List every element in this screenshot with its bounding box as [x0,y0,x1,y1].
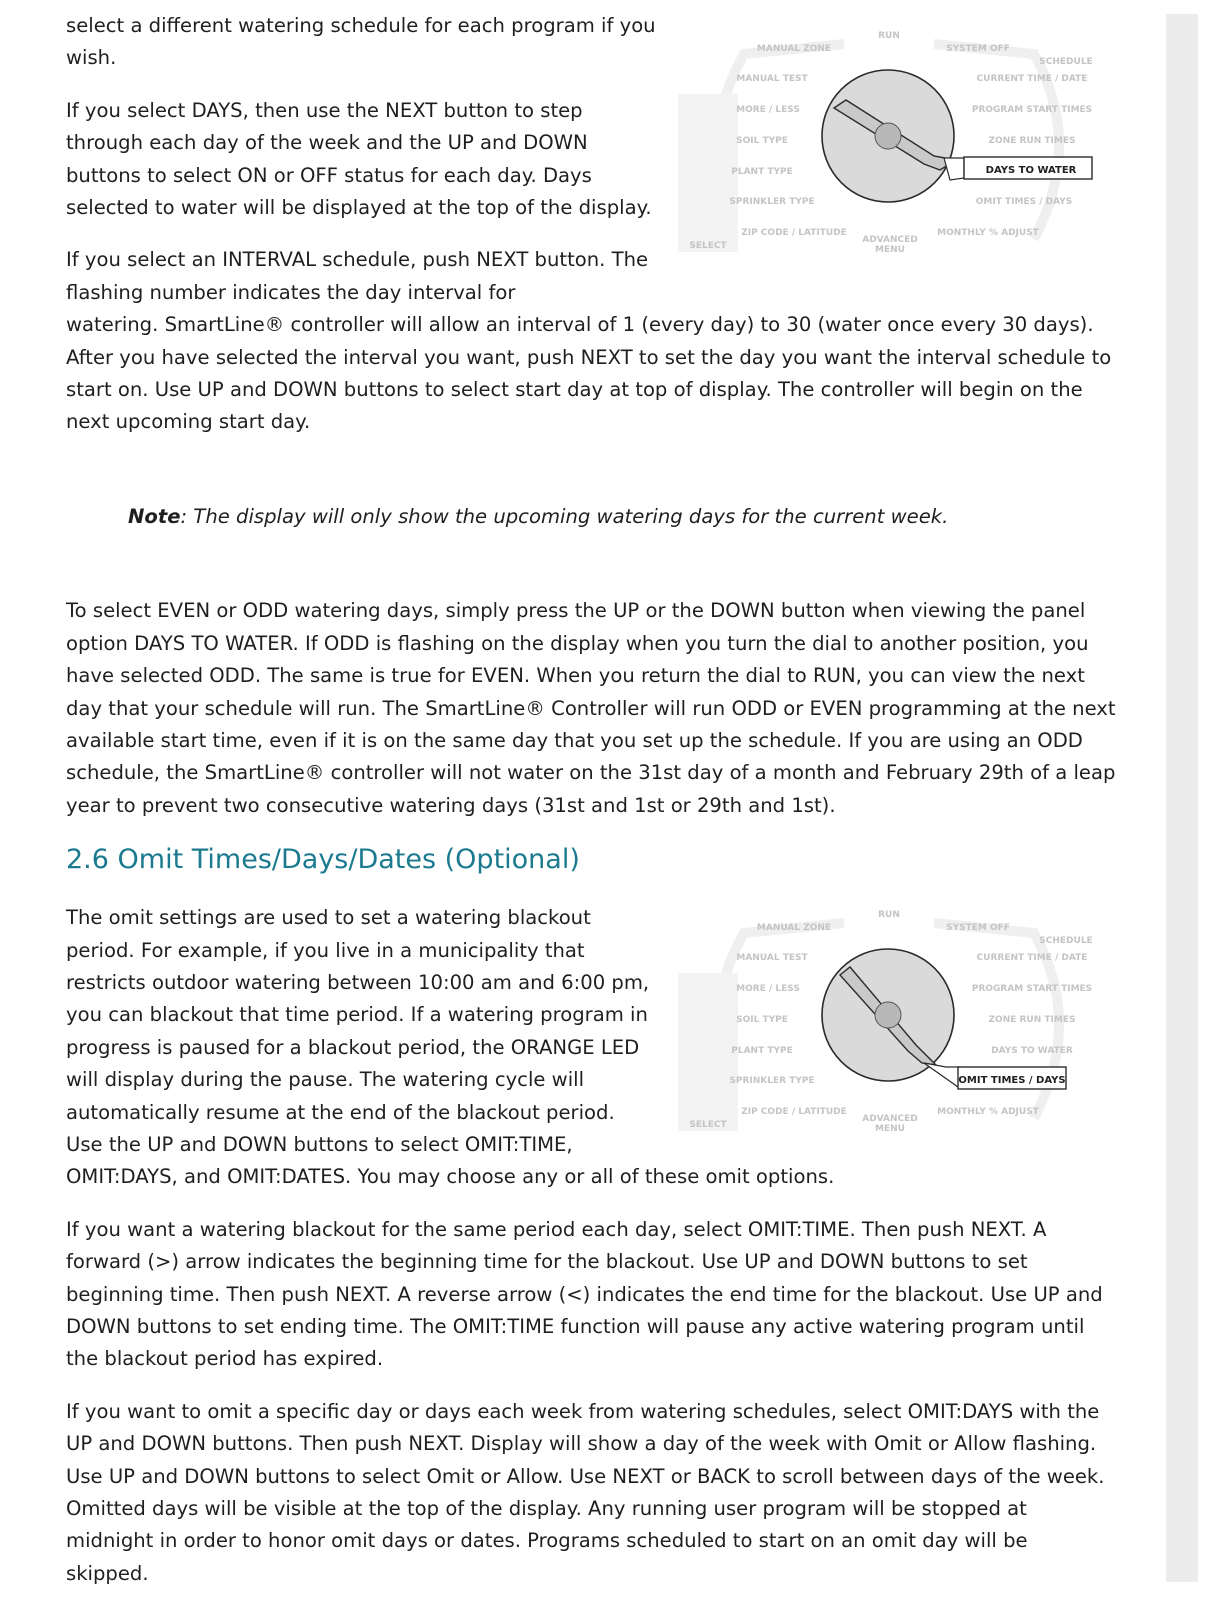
dial-label-select: SELECT [689,1120,727,1130]
dial-label-soil-type: SOIL TYPE [736,136,788,146]
dial-label-sprinkler-type: SPRINKLER TYPE [729,197,815,207]
dial-label-plant-type: PLANT TYPE [731,1046,793,1056]
dial-label-zip-code: ZIP CODE / LATITUDE [741,1107,847,1117]
section-heading: 2.6 Omit Times/Days/Dates (Optional) [66,844,580,876]
dial-center-icon [875,123,901,149]
dial-label-monthly-adjust: MONTHLY % ADJUST [937,1107,1039,1117]
dial-figure-days-to-water [674,24,1104,256]
dial-highlight-label: DAYS TO WATER [985,165,1077,176]
note-callout [128,501,1116,533]
dial-label-system-off: SYSTEM OFF [946,44,1010,54]
dial-label-menu: MENU [875,245,905,255]
dial-label-advanced: ADVANCED [862,235,918,245]
dial-label-run: RUN [878,31,900,41]
dial-label-program-start: PROGRAM START TIMES [971,984,1093,994]
dial-label-advanced: ADVANCED [862,1114,918,1124]
dial-label-soil-type: SOIL TYPE [736,1015,788,1025]
scrollbar-track[interactable] [1166,14,1198,1582]
dial-label-zip-code: ZIP CODE / LATITUDE [741,228,847,238]
dial-label-schedule: SCHEDULE [1039,936,1093,946]
dial-label-menu: MENU [875,1124,905,1134]
dial-label-manual-zone: MANUAL ZONE [756,44,832,54]
dial-figure-omit-times [674,903,1104,1135]
dial-label-program-start: PROGRAM START TIMES [971,105,1093,115]
dial-label-zone-run: ZONE RUN TIMES [988,1015,1076,1025]
paragraph-omit-intro: The omit settings are used to set a watering blackout period. For example, if you live in a municipality that restricts outdoor watering between 10:00 am and 6:00 pm, you can blackout that time period. If a watering program in progress is paused for a blackout period, the ORANGE LED will display during the pause. The watering cycle will automatically resume at the end of the blackout period. Use the UP and DOWN buttons to select OMIT:TIME, [66,906,650,1156]
dial-label-more-less: MORE / LESS [736,984,800,994]
paragraph-interval-start: If you select an INTERVAL schedule, push NEXT button. The flashing number indicates the day interval for [66,248,649,304]
dial-label-omit-times: OMIT TIMES / DAYS [975,197,1073,207]
dial-label-manual-zone: MANUAL ZONE [756,923,832,933]
dial-label-zone-run: ZONE RUN TIMES [988,136,1076,146]
dial-label-monthly-adjust: MONTHLY % ADJUST [937,228,1039,238]
dial-highlight-label: OMIT TIMES / DAYS [958,1075,1066,1086]
dial-label-days-to-water: DAYS TO WATER [991,1046,1073,1056]
dial-label-manual-test: MANUAL TEST [736,74,808,84]
paragraph-days: If you select DAYS, then use the NEXT button to step through each day of the week and the UP and DOWN buttons to select ON or OFF status for each day. Days selected to water will be displayed at the top of the display. [66,98,652,220]
dial-label-manual-test: MANUAL TEST [736,953,808,963]
dial-label-current-time: CURRENT TIME / DATE [976,74,1088,84]
dial-label-system-off: SYSTEM OFF [946,923,1010,933]
paragraph-omit-days: If you want to omit a specific day or days each week from watering schedules, select OMIT:DAYS with the UP and DOWN buttons. Then push NEXT. Display will show a day of the week with Omit or Allow flashing. Use UP and DOWN buttons to select Omit or Allow. Use NEXT or BACK to scroll between days of the week. Omitted days will be visible at the top of the display. Any running user program will be stopped at midnight in order to honor omit days or dates. Programs scheduled to start on an omit day will be skipped. [66,1399,1105,1585]
paragraph-interval: watering. SmartLine® controller will allow an interval of 1 (every day) to 30 (water once every 30 days). After you have selected the interval you want, push NEXT to set the day you want the interval schedule to start on. Use UP and DOWN buttons to select start day at top of display. The controller will begin on the next upcoming start day. [66,313,1112,434]
dial-label-more-less: MORE / LESS [736,105,800,115]
dial-label-select: SELECT [689,241,727,251]
dial-label-current-time: CURRENT TIME / DATE [976,953,1088,963]
paragraph-schedule-intro: select a different watering schedule for each program if you wish. [66,14,656,70]
dial-label-run: RUN [878,910,900,920]
paragraph-omit-options: OMIT:DAYS, and OMIT:DATES. You may choose any or all of these omit options. [66,1165,835,1189]
note-label: Note [128,504,181,528]
dial-label-plant-type: PLANT TYPE [731,167,793,177]
paragraph-even-odd: To select EVEN or ODD watering days, simply press the UP or the DOWN button when viewing the panel option DAYS TO WATER. If ODD is flashing on the display when you turn the dial to another position, you have selected ODD. The same is true for EVEN. When you return the dial to RUN, you can view the next day that your schedule will run. The SmartLine® Controller will run ODD or EVEN programming at the next available start time, even if it is on the same day that you set up the schedule. If you are using an ODD schedule, the SmartLine® controller will not water on the 31st day of a month and February 29th of a leap year to prevent two consecutive watering days (31st and 1st or 29th and 1st). [66,599,1116,817]
dial-label-sprinkler-type: SPRINKLER TYPE [729,1076,815,1086]
note-text: : The display will only show the upcoming watering days for the current week. [180,504,949,528]
dial-center-icon [875,1002,901,1028]
paragraph-omit-time: If you want a watering blackout for the same period each day, select OMIT:TIME. Then push NEXT. A forward (>) arrow indicates the beginning time for the blackout. Use UP and DOWN buttons to set beginning time. Then push NEXT. A reverse arrow (<) indicates the end time for the blackout. Use UP and DOWN buttons to set ending time. The OMIT:TIME function will pause any active watering program until the blackout period has expired. [66,1217,1103,1371]
dial-label-schedule: SCHEDULE [1039,57,1093,67]
